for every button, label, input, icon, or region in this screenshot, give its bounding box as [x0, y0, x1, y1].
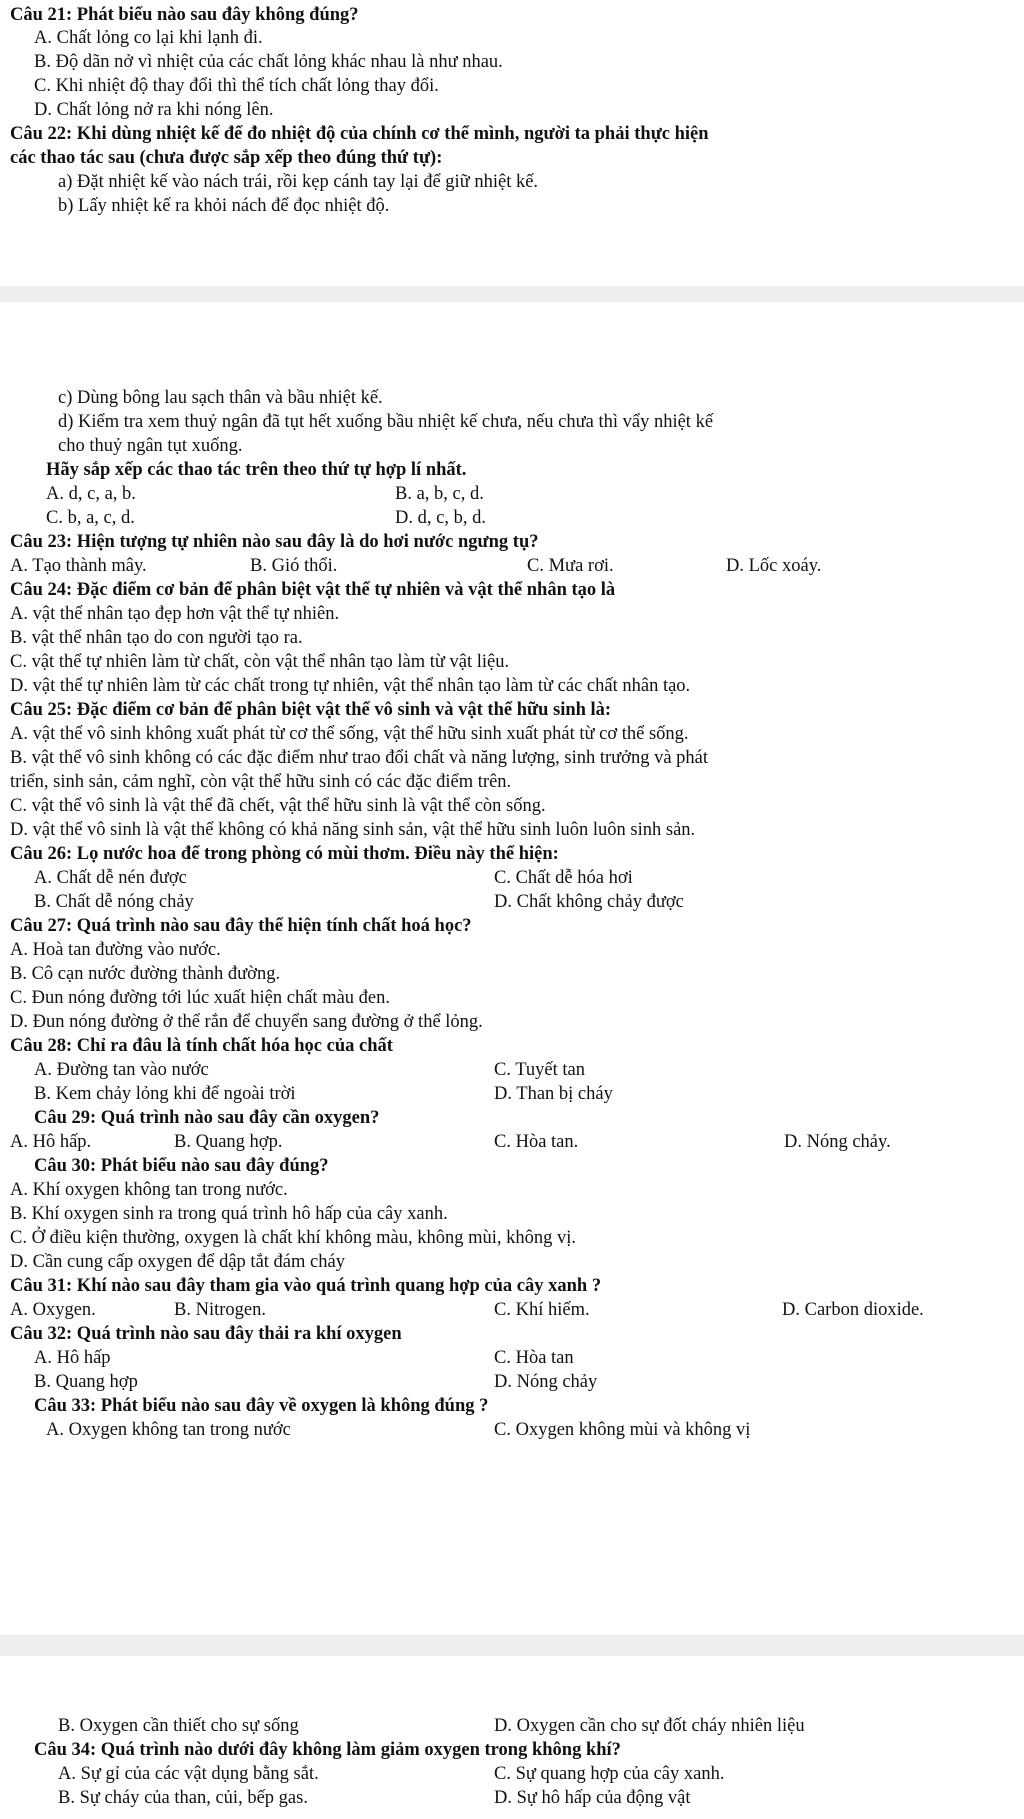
q25-option-b-line1: B. vật thể vô sinh không có các đặc điểm như trao đổi chất và năng lượng, sinh trưởng và phát — [10, 748, 709, 768]
q30-option-a: A. Khí oxygen không tan trong nước. — [10, 1180, 288, 1200]
q32-option-c: C. Hòa tan — [494, 1348, 574, 1368]
q34-option-a: A. Sự gỉ của các vật dụng bằng sắt. — [58, 1764, 319, 1784]
q22-step-d-line2: cho thuỷ ngân tụt xuống. — [58, 436, 243, 456]
question-27-title: Câu 27: Quá trình nào sau đây thể hiện tính chất hoá học? — [10, 916, 472, 936]
q26-option-c: C. Chất dễ hóa hơi — [494, 868, 633, 888]
q28-option-a: A. Đường tan vào nước — [34, 1060, 209, 1080]
q28-option-c: C. Tuyết tan — [494, 1060, 585, 1080]
q27-option-c: C. Đun nóng đường tới lúc xuất hiện chất màu đen. — [10, 988, 390, 1008]
q28-option-d: D. Than bị cháy — [494, 1084, 613, 1104]
question-24-title: Câu 24: Đặc điểm cơ bản để phân biệt vật thể tự nhiên và vật thể nhân tạo là — [10, 580, 616, 600]
q26-option-b: B. Chất dễ nóng chảy — [34, 892, 194, 912]
q25-option-c: C. vật thể vô sinh là vật thể đã chết, vật thể hữu sinh là vật thể còn sống. — [10, 796, 546, 816]
q26-option-a: A. Chất dễ nén được — [34, 868, 187, 888]
q27-option-a: A. Hoà tan đường vào nước. — [10, 940, 221, 960]
page-section-3 — [0, 1656, 1024, 1819]
q28-option-b: B. Kem chảy lỏng khi để ngoài trời — [34, 1084, 296, 1104]
q33-option-c: C. Oxygen không mùi và không vị — [494, 1420, 751, 1440]
q21-option-b: B. Độ dãn nở vì nhiệt của các chất lỏng khác nhau là như nhau. — [34, 52, 503, 72]
q30-option-d: D. Cần cung cấp oxygen để dập tắt đám cháy — [10, 1252, 345, 1272]
q21-option-c: C. Khi nhiệt độ thay đổi thì thể tích chất lỏng thay đổi. — [34, 76, 439, 96]
page-section-1 — [0, 0, 1024, 286]
question-31-title: Câu 31: Khí nào sau đây tham gia vào quá trình quang hợp của cây xanh ? — [10, 1276, 602, 1296]
q34-option-b: B. Sự cháy của than, củi, bếp gas. — [58, 1788, 308, 1808]
q22-step-b: b) Lấy nhiệt kế ra khỏi nách để đọc nhiệt độ. — [58, 196, 390, 216]
question-30-title: Câu 30: Phát biểu nào sau đây đúng? — [34, 1156, 329, 1176]
q25-option-a: A. vật thể vô sinh không xuất phát từ cơ thể sống, vật thể hữu sinh xuất phát từ cơ thể sống. — [10, 724, 689, 744]
q23-option-c: C. Mưa rơi. — [527, 556, 614, 576]
q29-option-d: D. Nóng chảy. — [784, 1132, 891, 1152]
q23-option-a: A. Tạo thành mây. — [10, 556, 147, 576]
question-26-title: Câu 26: Lọ nước hoa để trong phòng có mùi thơm. Điều này thể hiện: — [10, 844, 559, 864]
q23-option-d: D. Lốc xoáy. — [726, 556, 822, 576]
q21-option-d: D. Chất lỏng nở ra khi nóng lên. — [34, 100, 274, 120]
q30-option-c: C. Ở điều kiện thường, oxygen là chất khí không màu, không mùi, không vị. — [10, 1228, 577, 1248]
question-28-title: Câu 28: Chỉ ra đâu là tính chất hóa học của chất — [10, 1036, 393, 1056]
question-34-title: Câu 34: Quá trình nào dưới đây không làm giảm oxygen trong không khí? — [34, 1740, 621, 1760]
q24-option-d: D. vật thể tự nhiên làm từ các chất trong tự nhiên, vật thể nhân tạo làm từ các chất nhân tạo. — [10, 676, 691, 696]
q29-option-c: C. Hòa tan. — [494, 1132, 579, 1152]
q22-prompt: Hãy sắp xếp các thao tác trên theo thứ tự hợp lí nhất. — [46, 460, 467, 480]
q31-option-b: B. Nitrogen. — [174, 1300, 266, 1320]
question-29-title: Câu 29: Quá trình nào sau đây cần oxygen? — [34, 1108, 380, 1128]
q22-option-b: B. a, b, c, d. — [395, 484, 484, 504]
q23-option-b: B. Gió thổi. — [250, 556, 338, 576]
q32-option-d: D. Nóng chảy — [494, 1372, 598, 1392]
q33-option-d: D. Oxygen cần cho sự đốt cháy nhiên liệu — [494, 1716, 805, 1736]
question-23-title: Câu 23: Hiện tượng tự nhiên nào sau đây là do hơi nước ngưng tụ? — [10, 532, 539, 552]
page-section-2 — [0, 302, 1024, 1635]
question-32-title: Câu 32: Quá trình nào sau đây thải ra khí oxygen — [10, 1324, 402, 1344]
q24-option-c: C. vật thể tự nhiên làm từ chất, còn vật thể nhân tạo làm từ vật liệu. — [10, 652, 510, 672]
q25-option-d: D. vật thể vô sinh là vật thể không có khả năng sinh sản, vật thể hữu sinh luôn luôn sinh sản. — [10, 820, 696, 840]
question-33-title: Câu 33: Phát biểu nào sau đây về oxygen là không đúng ? — [34, 1396, 489, 1416]
q34-option-d: D. Sự hô hấp của động vật — [494, 1788, 691, 1808]
q21-option-a: A. Chất lỏng co lại khi lạnh đi. — [34, 28, 263, 48]
q34-option-c: C. Sự quang hợp của cây xanh. — [494, 1764, 725, 1784]
question-25-title: Câu 25: Đặc điểm cơ bản để phân biệt vật thể vô sinh và vật thể hữu sinh là: — [10, 700, 612, 720]
q22-step-c: c) Dùng bông lau sạch thân và bầu nhiệt kế. — [58, 388, 383, 408]
q31-option-c: C. Khí hiếm. — [494, 1300, 590, 1320]
q33-option-b: B. Oxygen cần thiết cho sự sống — [58, 1716, 299, 1736]
q31-option-a: A. Oxygen. — [10, 1300, 96, 1320]
q29-option-b: B. Quang hợp. — [174, 1132, 283, 1152]
q22-option-d: D. d, c, b, d. — [395, 508, 486, 528]
q32-option-a: A. Hô hấp — [34, 1348, 111, 1368]
q26-option-d: D. Chất không chảy được — [494, 892, 684, 912]
q31-option-d: D. Carbon dioxide. — [782, 1300, 924, 1320]
q27-option-b: B. Cô cạn nước đường thành đường. — [10, 964, 281, 984]
question-21-title: Câu 21: Phát biểu nào sau đây không đúng? — [10, 5, 359, 25]
question-22-title-line2: các thao tác sau (chưa được sắp xếp theo đúng thứ tự): — [10, 148, 443, 168]
q22-option-c: C. b, a, c, d. — [46, 508, 135, 528]
q22-option-a: A. d, c, a, b. — [46, 484, 136, 504]
q33-option-a: A. Oxygen không tan trong nước — [46, 1420, 291, 1440]
q30-option-b: B. Khí oxygen sinh ra trong quá trình hô hấp của cây xanh. — [10, 1204, 448, 1224]
q24-option-a: A. vật thể nhân tạo đẹp hơn vật thể tự nhiên. — [10, 604, 340, 624]
q22-step-d-line1: d) Kiểm tra xem thuỷ ngân đã tụt hết xuống bầu nhiệt kế chưa, nếu chưa thì vẩy nhiệt kế — [58, 412, 714, 432]
q25-option-b-line2: triển, sinh sản, cảm nghĩ, còn vật thể hữu sinh có các đặc điểm trên. — [10, 772, 512, 792]
q29-option-a: A. Hô hấp. — [10, 1132, 92, 1152]
q27-option-d: D. Đun nóng đường ở thể rắn để chuyển sang đường ở thể lỏng. — [10, 1012, 483, 1032]
question-22-title-line1: Câu 22: Khi dùng nhiệt kế để đo nhiệt độ của chính cơ thể mình, người ta phải thực hiện — [10, 124, 709, 144]
q32-option-b: B. Quang hợp — [34, 1372, 138, 1392]
q22-step-a: a) Đặt nhiệt kế vào nách trái, rồi kẹp cánh tay lại để giữ nhiệt kế. — [58, 172, 539, 192]
q24-option-b: B. vật thể nhân tạo do con người tạo ra. — [10, 628, 303, 648]
